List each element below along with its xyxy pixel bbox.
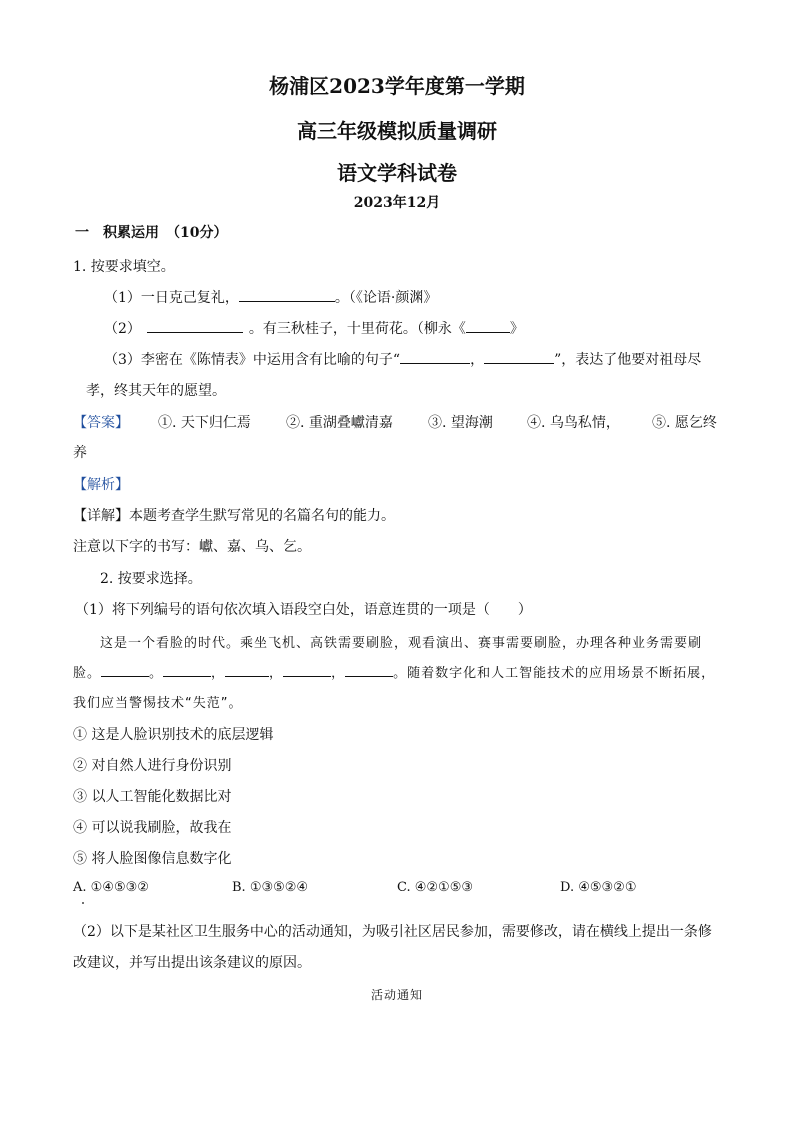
passage-blank[interactable]	[345, 664, 393, 677]
choice-1: ① 这是人脸识别技术的底层逻辑	[73, 727, 274, 743]
passage-line-2-start: 脸。	[73, 666, 102, 681]
passage-blank[interactable]	[225, 664, 269, 677]
exam-district-title: 杨浦区2023学年度第一学期	[269, 74, 525, 98]
question-2-prompt: 2. 按要求选择。	[100, 571, 202, 587]
analysis-note: 注意以下字的书写：巘、嘉、乌、乞。	[73, 539, 311, 555]
q2-sub-1: （1）将下列编号的语句依次填入语段空白处，语意连贯的一项是（ ）	[75, 602, 532, 618]
choice-4: ④ 可以说我刷脸，故我在	[73, 820, 232, 836]
passage-punct: ，	[331, 666, 346, 681]
q1-item-2	[104, 318, 524, 338]
q1-item-1	[104, 287, 437, 307]
answer-blank[interactable]	[400, 351, 470, 364]
passage-punct: 。	[149, 666, 164, 681]
exam-subject-title: 语文学科试卷	[337, 161, 457, 185]
option-a[interactable]: A. ①④⑤③②	[73, 880, 149, 895]
q1-item-2-num: （2）	[104, 321, 141, 337]
passage-blank[interactable]	[283, 664, 331, 677]
exam-date: 2023年12月	[353, 195, 441, 211]
q1-item-2-text: 。有三秋桂子，十里荷花。（柳永《	[248, 321, 466, 337]
analysis-detail: 【详解】本题考查学生默写常见的名篇名句的能力。	[73, 508, 395, 524]
answer-4: ④. 乌鸟私情，	[527, 415, 620, 431]
passage-blank[interactable]	[101, 664, 149, 677]
choice-2: ② 对自然人进行身份识别	[73, 758, 232, 774]
answer-5: ⑤. 愿乞终	[652, 415, 717, 431]
exam-grade-title: 高三年级模拟质量调研	[297, 119, 497, 143]
passage-punct: ，	[269, 666, 284, 681]
passage-line-2-end: 。随着数字化和人工智能技术的应用场景不断拓展，	[393, 666, 716, 681]
q1-item-1-text: （1）一日克己复礼，	[104, 290, 239, 306]
q1-item-1-source: 。（《论语·颜渊》	[334, 290, 438, 306]
answer-blank[interactable]	[466, 320, 510, 333]
choice-5: ⑤ 将人脸图像信息数字化	[73, 851, 232, 867]
answer-blank[interactable]	[147, 320, 243, 333]
q1-item-3-comma: ，	[470, 352, 485, 368]
option-c[interactable]: C. ④②①⑤③	[397, 880, 474, 895]
passage-line-2	[73, 662, 715, 681]
answer-2: ②. 重湖叠巘清嘉	[286, 415, 393, 431]
passage-blank[interactable]	[163, 664, 211, 677]
q1-item-3	[104, 349, 701, 369]
section-heading: 一 积累运用 （10分）	[75, 225, 228, 241]
q1-item-3-continued: 孝，终其天年的愿望。	[86, 383, 226, 399]
answer-1: ①. 天下归仁焉	[158, 415, 251, 431]
analysis-tag: 【解析】	[73, 477, 129, 493]
answer-5-continued: 养	[73, 445, 87, 461]
choice-3: ③ 以人工智能化数据比对	[73, 789, 232, 805]
answer-blank[interactable]	[484, 351, 554, 364]
notice-title: 活动通知	[370, 988, 423, 1002]
answer-tag: 【答案】	[73, 415, 129, 431]
option-d[interactable]: D. ④⑤③②①	[560, 880, 637, 895]
q1-item-3-tail: ”，表达了他要对祖母尽	[554, 352, 702, 368]
q2-sub-2-line-1: （2）以下是某社区卫生服务中心的活动通知，为吸引社区居民参加，需要修改，请在横线上提出一条修	[73, 924, 712, 940]
question-1-prompt: 1. 按要求填空。	[73, 259, 175, 275]
q1-item-2-close: 》	[509, 321, 524, 337]
q2-sub-2-line-2: 改建议，并写出提出该条建议的原因。	[73, 955, 311, 971]
passage-line-3: 我们应当警惕技术“失范”。	[73, 696, 243, 711]
passage-line-1: 这是一个看脸的时代。乘坐飞机、高铁需要刷脸，观看演出、赛事需要刷脸，办理各种业务需要刷	[100, 636, 703, 651]
q1-item-3-text: （3）李密在《陈情表》中运用含有比喻的句子“	[104, 352, 401, 368]
stray-dot	[82, 902, 84, 904]
answer-blank[interactable]	[239, 289, 335, 302]
answer-3: ③. 望海潮	[428, 415, 493, 431]
passage-punct: ，	[211, 666, 226, 681]
option-b[interactable]: B. ①③⑤②④	[232, 880, 309, 895]
